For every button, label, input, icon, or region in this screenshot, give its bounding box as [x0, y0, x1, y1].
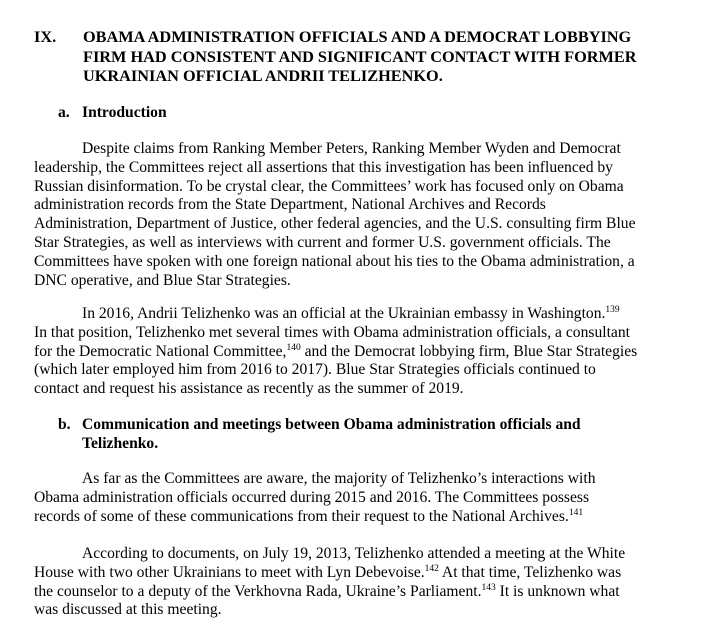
paragraph-line: Russian disinformation. To be crystal clear, the Committees’ work has focused only on Obama — [34, 177, 624, 195]
section-title-line: UKRAINIAN OFFICIAL ANDRII TELIZHENKO. — [83, 66, 443, 85]
paragraph-line: leadership, the Committees reject all assertions that this investigation has been influenced by — [34, 158, 613, 176]
paragraph-line: DNC operative, and Blue Star Strategies. — [34, 271, 291, 289]
paragraph-text: the counselor to a deputy of the Verkhovna Rada, Ukraine’s Parliament. — [34, 582, 482, 600]
paragraph-text: records of some of these communications from their request to the National Archives. — [34, 507, 569, 525]
paragraph-text: At that time, Telizhenko was — [438, 563, 622, 581]
paragraph-line: Despite claims from Ranking Member Peters, Ranking Member Wyden and Democrat — [82, 140, 621, 157]
paragraph-line: According to documents, on July 19, 2013, Telizhenko attended a meeting at the White — [82, 545, 626, 562]
paragraph-line: contact and request his assistance as recently as the summer of 2019. — [34, 380, 464, 398]
paragraph-line — [34, 305, 674, 324]
paragraph-line: Obama administration officials occurred during 2015 and 2016. The Committees possess — [34, 488, 590, 506]
paragraph-line: administration records from the State Department, National Archives and Records — [34, 196, 546, 214]
paragraph-line: In that position, Telizhenko met several times with Obama administration officials, a consultant — [34, 323, 630, 341]
paragraph-line: Star Strategies, as well as interviews with current and former U.S. government officials. The — [34, 233, 611, 251]
paragraph-text: for the Democratic National Committee, — [34, 342, 287, 360]
paragraph-line — [34, 343, 674, 362]
subsection-title-line: Communication and meetings between Obama administration officials and — [82, 416, 581, 433]
paragraph-line: (which later employed him from 2016 to 2017). Blue Star Strategies officials continued to — [34, 361, 596, 379]
footnote-ref[interactable]: 141 — [568, 507, 584, 518]
subsection-letter: b. — [58, 416, 71, 433]
paragraph-line — [34, 583, 674, 602]
paragraph-line: was discussed at this meeting. — [34, 601, 222, 619]
communication-paragraph-1 — [34, 470, 674, 526]
subsection-title — [82, 416, 662, 453]
section-number: IX. — [34, 27, 57, 46]
footnote-ref[interactable]: 140 — [286, 342, 301, 353]
paragraph-line — [34, 508, 674, 527]
subsection-letter: a. — [58, 104, 70, 121]
section-title-line: FIRM HAD CONSISTENT AND SIGNIFICANT CONTACT WITH FORMER — [83, 46, 637, 66]
paragraph-line: Administration, Department of Justice, other federal agencies, and the U.S. consulting firm Blue — [34, 215, 636, 233]
paragraph-line — [34, 564, 674, 583]
subsection-title: Introduction — [82, 104, 167, 121]
paragraph-text: and the Democrat lobbying firm, Blue Star Strategies — [300, 342, 638, 360]
intro-paragraph-2 — [34, 305, 674, 399]
subsection-title-line: Telizhenko. — [82, 434, 159, 452]
footnote-ref[interactable]: 142 — [424, 563, 439, 574]
footnote-ref[interactable]: 143 — [481, 582, 496, 593]
intro-paragraph-1 — [34, 140, 674, 290]
paragraph-text: In 2016, Andrii Telizhenko was an official at the Ukrainian embassy in Washington. — [82, 305, 606, 322]
paragraph-text: House with two other Ukrainians to meet with Lyn Debevoise. — [34, 563, 425, 581]
paragraph-text: It is unknown what — [495, 582, 620, 600]
paragraph-line: Committees have spoken with one foreign national about his ties to the Obama administration, a — [34, 252, 635, 270]
paragraph-line: As far as the Committees are aware, the majority of Telizhenko’s interactions with — [82, 470, 596, 487]
section-title — [83, 27, 683, 86]
section-title-line: OBAMA ADMINISTRATION OFFICIALS AND A DEMOCRAT LOBBYING — [83, 27, 632, 46]
footnote-ref[interactable]: 139 — [605, 305, 620, 315]
communication-paragraph-2 — [34, 545, 674, 620]
